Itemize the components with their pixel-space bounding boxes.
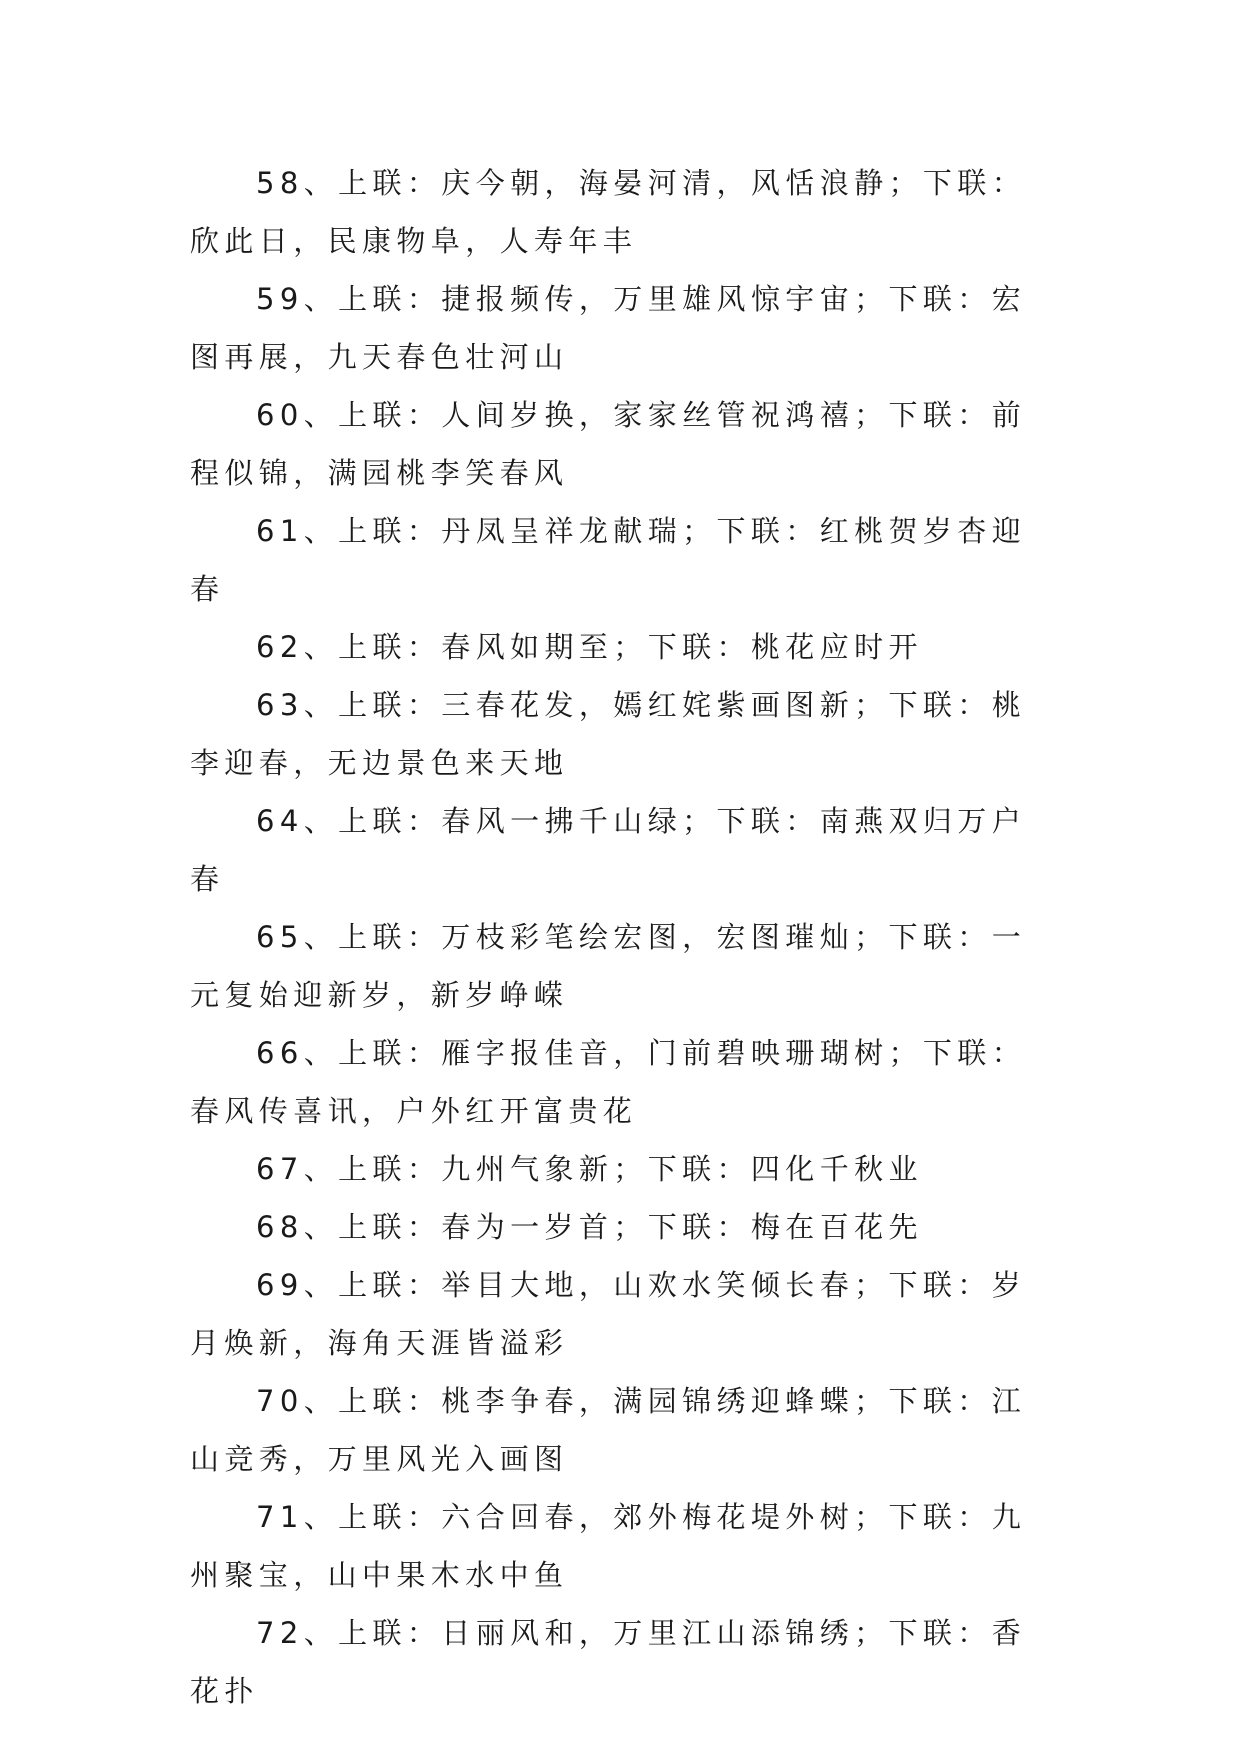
couplet-list (190, 154, 1050, 1720)
couplet-entry-66: 66、上联：雁字报佳音，门前碧映珊瑚树；下联：春风传喜讯，户外红开富贵花 (190, 1036, 1027, 1128)
couplet-entry-72: 72、上联：日丽风和，万里江山添锦绣；下联：香花扑 (190, 1616, 1027, 1708)
couplet-entry-68: 68、上联：春为一岁首；下联：梅在百花先 (256, 1210, 923, 1244)
couplet-entry-60: 60、上联：人间岁换，家家丝管祝鸿禧；下联：前程似锦，满园桃李笑春风 (190, 398, 1027, 490)
couplet-entry-58: 58、上联：庆今朝，海晏河清，风恬浪静；下联：欣此日，民康物阜，人寿年丰 (190, 166, 1027, 258)
couplet-entry-59: 59、上联：捷报频传，万里雄风惊宇宙；下联：宏图再展，九天春色壮河山 (190, 282, 1027, 374)
couplet-entry-70: 70、上联：桃李争春，满园锦绣迎蜂蝶；下联：江山竞秀，万里风光入画图 (190, 1384, 1027, 1476)
couplet-entry-65: 65、上联：万枝彩笔绘宏图，宏图璀灿；下联：一元复始迎新岁，新岁峥嵘 (190, 920, 1027, 1012)
couplet-entry-63: 63、上联：三春花发，嫣红姹紫画图新；下联：桃李迎春，无边景色来天地 (190, 688, 1027, 780)
couplet-entry-71: 71、上联：六合回春，郊外梅花堤外树；下联：九州聚宝，山中果木水中鱼 (190, 1500, 1027, 1592)
couplet-entry-69: 69、上联：举目大地，山欢水笑倾长春；下联：岁月焕新，海角天涯皆溢彩 (190, 1268, 1027, 1360)
couplet-entry-61: 61、上联：丹凤呈祥龙献瑞；下联：红桃贺岁杏迎春 (190, 514, 1027, 606)
couplet-entry-62: 62、上联：春风如期至；下联：桃花应时开 (256, 630, 923, 664)
couplet-entry-67: 67、上联：九州气象新；下联：四化千秋业 (256, 1152, 923, 1186)
couplet-entry-64: 64、上联：春风一拂千山绿；下联：南燕双归万户春 (190, 804, 1027, 896)
